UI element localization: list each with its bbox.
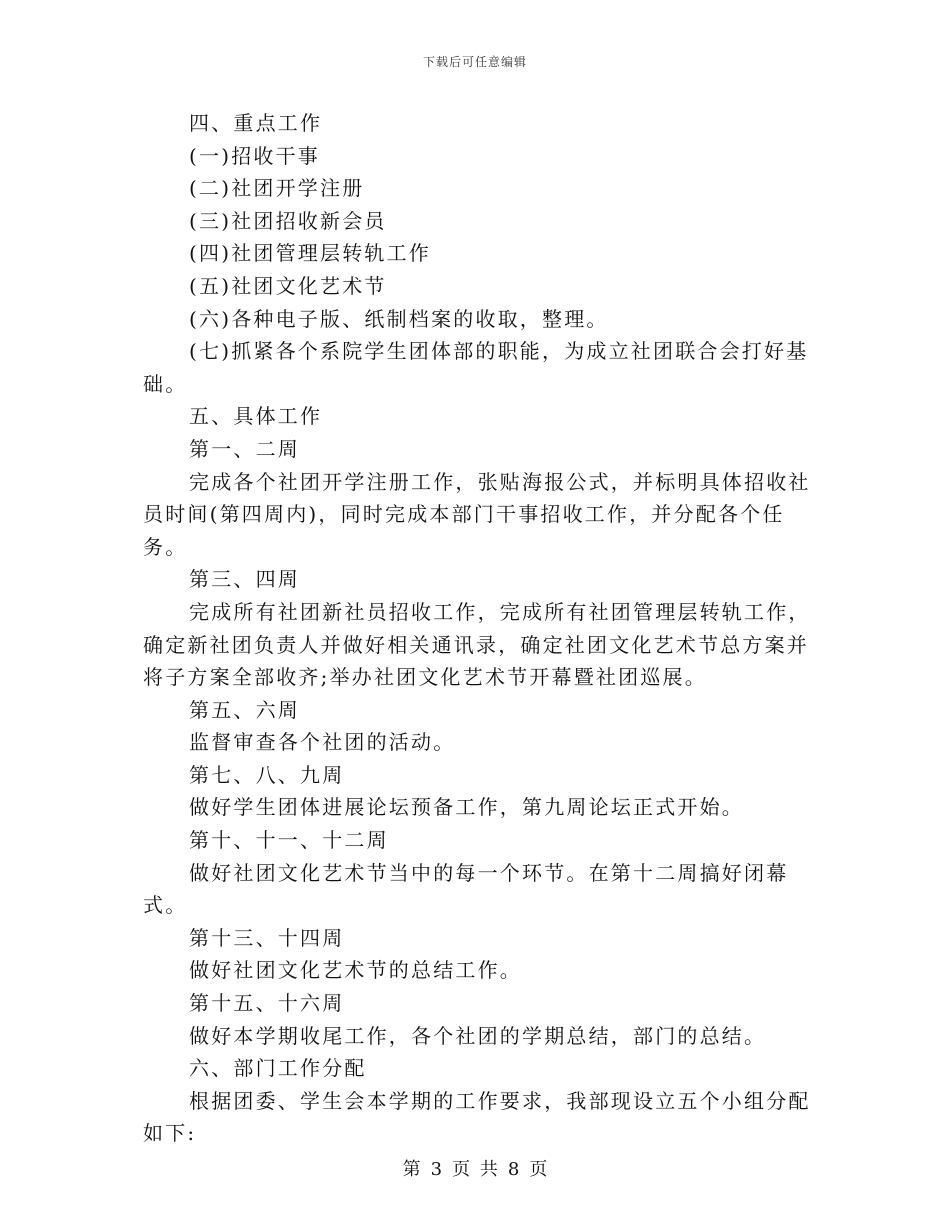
week-heading: 第七、八、九周	[189, 762, 345, 787]
body-paragraph: 根据团委、学生会本学期的工作要求，我部现设立五个小组分配如下:	[143, 1088, 811, 1146]
footer-prefix: 第	[402, 1159, 421, 1180]
list-item: (二)社团开学注册	[189, 176, 365, 201]
list-item: (一)招收干事	[189, 143, 321, 168]
week-description: 完成各个社团开学注册工作，张贴海报公式，并标明具体招收社员时间(第四周内)，同时完成本部门干事招收工作，并分配各个任务。	[143, 469, 811, 559]
list-item: (三)社团招收新会员	[189, 208, 387, 233]
week-description: 做好本学期收尾工作，各个社团的学期总结，部门的总结。	[189, 1023, 767, 1048]
list-item: (六)各种电子版、纸制档案的收取，整理。	[189, 306, 609, 331]
page-header: 下载后可任意编辑	[422, 55, 527, 69]
week-description: 监督审查各个社团的活动。	[189, 730, 456, 755]
list-item: (四)社团管理层转轨工作	[189, 241, 432, 266]
document-body	[143, 107, 813, 1150]
week-heading: 第十、十一、十二周	[189, 828, 389, 853]
heading-department-assignment: 六、部门工作分配	[189, 1056, 367, 1081]
list-item: (七)抓紧各个系院学生团体部的职能，为成立社团联合会打好基础。	[143, 339, 809, 396]
footer-middle: 页 共	[452, 1159, 498, 1180]
week-description: 做好学生团体进展论坛预备工作，第九周论坛正式开始。	[189, 795, 744, 820]
week-heading: 第十五、十六周	[189, 991, 345, 1016]
total-pages: 8	[507, 1159, 520, 1180]
footer-suffix: 页	[529, 1159, 548, 1180]
page-number: 3	[430, 1159, 443, 1180]
week-description: 做好社团文化艺术节当中的每一个环节。在第十二周搞好闭幕式。	[143, 860, 789, 918]
heading-key-work: 四、重点工作	[189, 111, 323, 135]
week-description: 做好社团文化艺术节的总结工作。	[189, 958, 522, 983]
page-footer	[0, 1155, 950, 1181]
week-heading: 第三、四周	[189, 567, 300, 592]
week-heading: 第一、二周	[189, 436, 300, 461]
list-item: (五)社团文化艺术节	[189, 273, 387, 298]
week-heading: 第十三、十四周	[189, 925, 345, 950]
week-description: 完成所有社团新社员招收工作，完成所有社团管理层转轨工作，确定新社团负责人并做好相关通讯录，确定社团文化艺术节总方案并将子方案全部收齐;举办社团文化艺术节开幕暨社团巡展。	[143, 599, 811, 690]
heading-specific-work: 五、具体工作	[189, 404, 323, 429]
week-heading: 第五、六周	[189, 697, 300, 722]
